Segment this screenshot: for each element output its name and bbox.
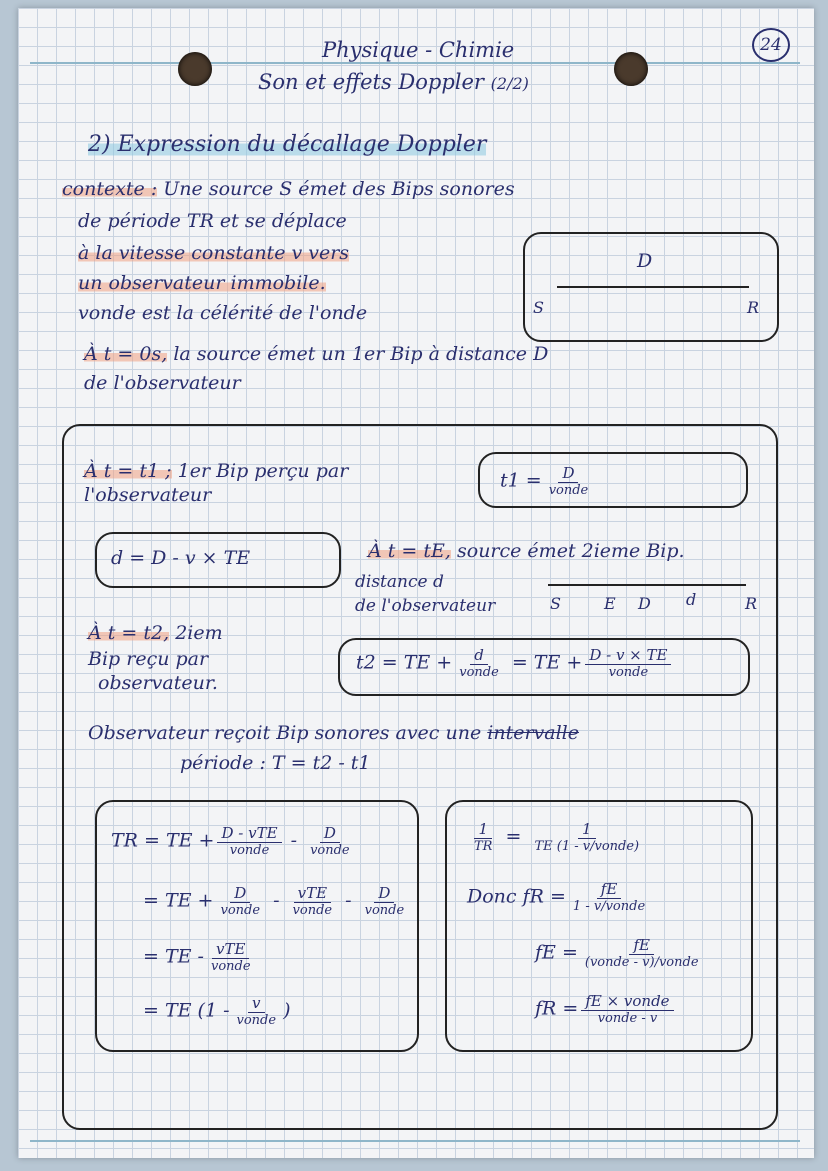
calc-op: - [345,889,352,912]
distance-label: D [637,250,653,272]
t2-line: observateur. [98,672,218,694]
calc-num: fE [597,880,622,899]
calc-num: D [230,884,250,903]
calc-line [111,824,357,859]
calc-num: D - vTE [217,824,281,843]
part-label: (2/2) [490,74,529,93]
calc-line [143,940,258,975]
t2-eq: = TE + [511,651,583,674]
calc-den: vonde [229,843,270,858]
period-formula: T = t2 - t1 [271,752,371,774]
t1-line: l'observateur [84,484,212,506]
t1-lhs: t1 = [500,469,542,492]
source-label: S [533,298,544,317]
calc-lhs: = TE + [143,889,214,912]
calc-lhs: fR = [535,997,579,1020]
calc-num: D [374,884,394,903]
calc-op: - [290,829,298,852]
d-formula: d = D - v × TE [111,547,251,569]
diagram-source-receiver [523,232,779,342]
te-line: source émet 2ieme Bip. [457,540,685,562]
donc-label: Donc [467,885,517,908]
page-title [258,70,529,95]
period-derivation-box [95,800,419,1052]
calc-num: D [320,824,340,843]
diagram-label: E [604,594,616,613]
struck-word: intervalle [487,722,579,744]
t2-den: vonde [608,665,649,680]
calc-den: vonde [220,903,261,918]
calc-den: vonde [292,903,333,918]
calc-den: (vonde - v)/vonde [584,955,699,970]
te-lead: À t = tE, [368,540,451,562]
context-line: un observateur immobile. [78,272,326,294]
receiver-label: R [747,298,760,317]
calc-lhs: fE = [535,941,578,964]
calc-lhs: = TE (1 - [143,999,230,1022]
t1-line: 1er Bip perçu par [177,460,349,482]
calc-num: fE [629,936,654,955]
period-line: Observateur reçoit Bip sonores avec une [88,722,482,744]
title-text: Son et effets Doppler [258,70,484,94]
calc-den: vonde [310,843,350,858]
calc-num: vTE [212,940,249,959]
te-line: de l'observateur [355,596,496,616]
calc-lhs: = TE - [143,945,204,968]
calc-den: vonde [364,903,405,918]
emission-arrow [548,584,746,586]
calc-lhs: TR = TE + [111,829,215,852]
t1-den: vonde [548,483,589,498]
calc-line [143,884,411,919]
t2-lhs: t2 = TE + [356,651,453,674]
footer-rule [30,1140,800,1142]
calc-den: 1 - v/vonde [572,899,646,914]
context-line: vonde est la célérité de l'onde [78,302,368,324]
d-formula-box [95,532,341,588]
calc-num: 1 [474,820,492,839]
section-title: 2) Expression du décallage Doppler [88,132,487,157]
calc-num: fE × vonde [581,992,673,1011]
t0-line: de l'observateur [84,372,241,394]
diagram-label: S [550,594,561,613]
t0-line: la source émet un 1er Bip à distance D [173,343,549,365]
diagram-label: d [686,590,697,609]
t2-den: vonde [459,665,499,680]
context-line: de période TR et se déplace [78,210,347,232]
context-line: à la vitesse constante v vers [78,242,350,264]
t1-formula-box [478,452,748,508]
distance-arrow [557,286,749,288]
calc-den: TR [474,839,493,854]
calc-den: vonde - v [597,1011,658,1026]
t1-lead: À t = t1 ; [84,460,172,482]
binder-hole-left [178,52,212,86]
diagram-label: D [638,594,651,613]
context-line: Une source S émet des Bips sonores [163,178,515,200]
period-label: période : [180,752,266,774]
binder-hole-right [614,52,648,86]
calc-num: v [248,994,264,1013]
subject-title: Physique - Chimie [322,38,515,62]
t0-lead: À t = 0s, [84,343,168,365]
t2-lead: À t = t2, [88,622,170,644]
calc-den: vonde [210,959,251,974]
t2-num: d [470,646,488,665]
calc-num: vTE [294,884,331,903]
t1-num: D [558,464,578,483]
calc-den: TE (1 - v/vonde) [534,839,640,854]
calc-op: - [273,889,280,912]
context-label: contexte : [62,178,158,200]
t2-num: D - v × TE [585,646,671,665]
t2-line: 2iem [175,622,223,644]
page-number: 24 [752,28,790,62]
diagram-label: R [745,594,758,613]
frequency-derivation-box: $\frac{1}{TR}$ = $\frac{1}{\text{TE (1 - v/vonde)}}$ Donc fR = $\frac{fE}{\text{1 - v/vonde}}$ fE = $\frac{fE}{\text{(vonde - v)/vonde}}$ fR = $\frac{\text{fE × vonde}}{\text{vonde - v}}$ [445,800,753,1052]
calc-den: vonde [236,1013,277,1028]
t2-formula-box [338,638,750,696]
t2-line: Bip reçu par [88,648,209,670]
calc-op: ) [283,999,291,1022]
te-line: distance d [355,572,444,592]
calc-num: 1 [578,820,596,839]
calc-lhs: fR = [522,885,566,908]
calc-line [143,994,291,1029]
